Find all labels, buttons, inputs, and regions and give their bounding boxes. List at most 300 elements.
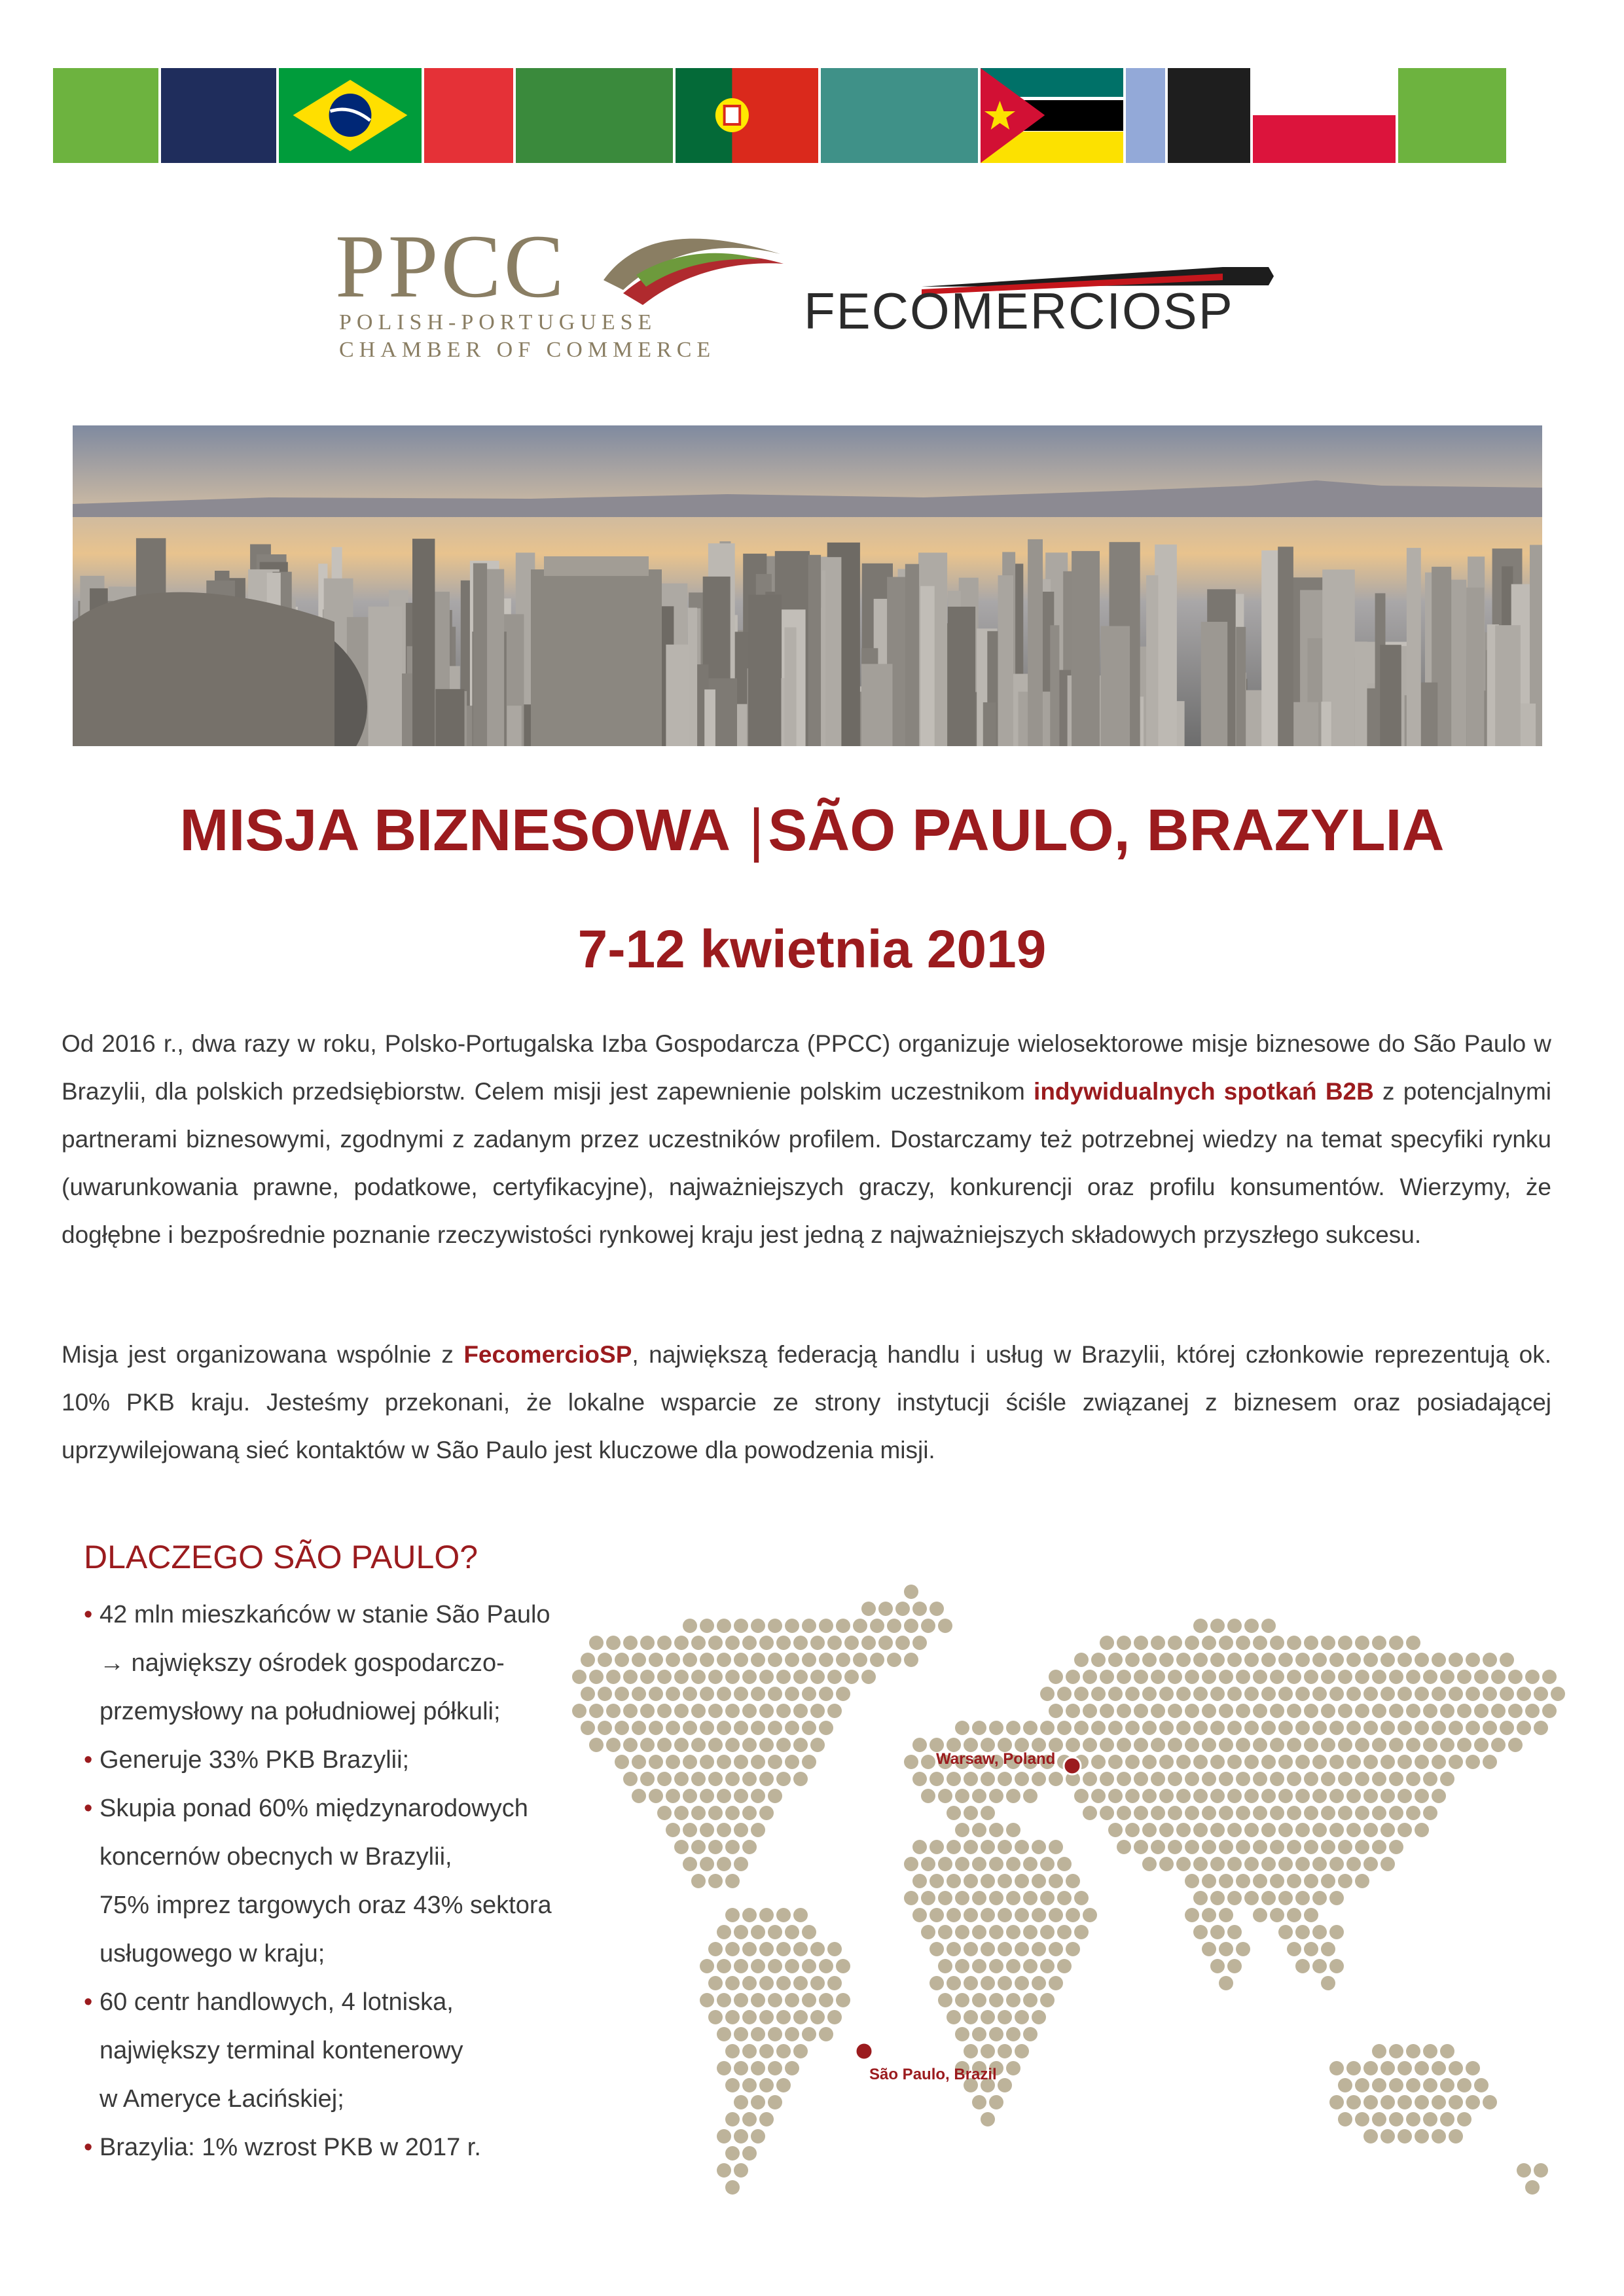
map-dot (1287, 1704, 1301, 1718)
map-dot (1049, 1772, 1063, 1786)
world-dot-map (530, 1584, 1591, 2291)
map-dot (1449, 1721, 1463, 1735)
map-dot (632, 1721, 646, 1735)
map-dot (1466, 2061, 1480, 2075)
map-dot (921, 1619, 935, 1633)
map-dot (1049, 1908, 1063, 1922)
map-dot (1236, 1874, 1250, 1888)
map-dot (657, 1772, 672, 1786)
map-dot (1380, 1755, 1395, 1769)
map-dot (1193, 1755, 1208, 1769)
map-dot (1210, 1653, 1225, 1667)
map-dot (1295, 1653, 1310, 1667)
map-dot (929, 1772, 944, 1786)
map-dot (725, 1704, 740, 1718)
map-dot (1440, 1772, 1454, 1786)
map-dot (776, 1636, 791, 1650)
map-dot (632, 1789, 646, 1803)
map-dot (1117, 1772, 1131, 1786)
map-dot (1483, 1653, 1497, 1667)
map-dot (683, 1755, 697, 1769)
map-dot (1406, 2044, 1420, 2058)
map-dot (947, 1874, 961, 1888)
map-dot (1193, 1789, 1208, 1803)
map-dot (1483, 1687, 1497, 1701)
ppcc-logo-letters: PPCC (335, 216, 567, 316)
map-dot (598, 1653, 612, 1667)
map-dot (1253, 1670, 1267, 1684)
fecomercio-logo (804, 260, 1275, 346)
map-dot (1040, 1857, 1055, 1871)
map-dot (1066, 1942, 1080, 1956)
map-dot (947, 1942, 961, 1956)
map-dot (759, 1806, 774, 1820)
map-dot (1159, 1721, 1174, 1735)
map-dot (1117, 1636, 1131, 1650)
skyline-building (983, 702, 996, 746)
map-dot (998, 2010, 1012, 2024)
map-dot (955, 1823, 969, 1837)
map-dot (768, 1925, 782, 1939)
map-dot (708, 1704, 723, 1718)
map-dot (1321, 1738, 1335, 1752)
map-dot (1032, 1976, 1046, 1990)
map-dot (1329, 1823, 1344, 1837)
map-dot (674, 1636, 689, 1650)
why-sao-paulo-heading: DLACZEGO SÃO PAULO? (84, 1539, 478, 1575)
map-dot (1278, 1925, 1293, 1939)
map-dot (1244, 1653, 1259, 1667)
map-dot (1338, 1670, 1352, 1684)
map-dot (649, 1789, 663, 1803)
map-dot (674, 1840, 689, 1854)
map-dot (955, 2027, 969, 2041)
map-dot (1380, 2095, 1395, 2109)
map-dot (1125, 1789, 1140, 1803)
map-dot (623, 1704, 638, 1718)
map-dot (989, 1789, 1003, 1803)
world-dot-map-graphic (530, 1584, 1591, 2291)
why-item-line: • Brazylia: 1% wzrost PKB w 2017 r. (99, 2134, 481, 2161)
map-dot (1074, 1721, 1089, 1735)
map-dot (1151, 1704, 1165, 1718)
map-dot (1202, 1874, 1216, 1888)
map-dot (598, 1687, 612, 1701)
ppcc-swoosh-icon (597, 228, 787, 306)
map-dot (1432, 1687, 1446, 1701)
map-dot (657, 1636, 672, 1650)
map-dot (870, 1619, 884, 1633)
map-dot (1398, 2061, 1412, 2075)
map-dot (700, 1619, 714, 1633)
map-dot (895, 1602, 910, 1616)
map-dot (674, 1772, 689, 1786)
map-dot (904, 1585, 918, 1599)
map-dot (1312, 1925, 1327, 1939)
map-dot (691, 1738, 706, 1752)
why-item-line: 75% imprez targowych oraz 43% sektora (99, 1892, 552, 1919)
flag-strip (53, 68, 1572, 163)
map-dot (751, 2061, 765, 2075)
map-dot (1176, 1755, 1191, 1769)
map-dot (742, 1636, 757, 1650)
skyline-building (1072, 551, 1100, 746)
map-dot (1261, 1687, 1276, 1701)
map-dot (793, 2044, 808, 2058)
map-dot (1023, 1857, 1038, 1871)
map-dot (1363, 1653, 1378, 1667)
map-dot (1287, 1670, 1301, 1684)
map-dot (1355, 1704, 1369, 1718)
map-dot (1227, 1891, 1242, 1905)
map-dot (785, 1993, 799, 2007)
map-dot (623, 1772, 638, 1786)
map-dot (964, 1840, 978, 1854)
map-dot (1066, 1704, 1080, 1718)
map-dot (929, 1840, 944, 1854)
map-dot (947, 1772, 961, 1786)
map-dot (1440, 2044, 1454, 2058)
skyline-building (1278, 547, 1293, 746)
map-dot (1380, 1857, 1395, 1871)
map-dot (819, 1619, 833, 1633)
map-dot (964, 1772, 978, 1786)
map-dot (1474, 2078, 1489, 2092)
map-dot (751, 2095, 765, 2109)
map-dot (1295, 1721, 1310, 1735)
map-dot (819, 2027, 833, 2041)
why-item-line: usługowego w kraju; (99, 1940, 325, 1967)
map-dot (981, 1908, 995, 1922)
map-dot (776, 1704, 791, 1718)
map-dot (640, 1772, 655, 1786)
map-dot (1049, 1874, 1063, 1888)
map-dot (674, 1738, 689, 1752)
map-dot (1015, 1772, 1029, 1786)
map-dot (1389, 1772, 1403, 1786)
map-dot (947, 1908, 961, 1922)
map-dot (981, 2010, 995, 2024)
map-dot (1321, 1806, 1335, 1820)
map-dot (1142, 1823, 1157, 1837)
map-dot (674, 1704, 689, 1718)
map-dot (1423, 2112, 1437, 2126)
map-dot (1168, 1670, 1182, 1684)
map-dot (1329, 2095, 1344, 2109)
map-dot (1329, 1857, 1344, 1871)
map-dot (1108, 1721, 1123, 1735)
map-dot (1329, 1687, 1344, 1701)
map-dot (929, 1874, 944, 1888)
map-dot (606, 1636, 621, 1650)
green-tile-end (1398, 68, 1506, 163)
map-dot (606, 1704, 621, 1718)
map-dot (1321, 1636, 1335, 1650)
map-dot (1406, 1670, 1420, 1684)
map-dot (717, 2027, 731, 2041)
map-dot (623, 1670, 638, 1684)
map-dot (759, 1772, 774, 1786)
map-dot (1134, 1738, 1148, 1752)
map-dot (1040, 1891, 1055, 1905)
map-dot (972, 1925, 986, 1939)
map-dot (1185, 1670, 1199, 1684)
skyline-building (1322, 702, 1331, 746)
map-dot (1278, 1687, 1293, 1701)
skyline-building (1050, 625, 1059, 746)
map-dot (802, 1755, 816, 1769)
map-dot (606, 1738, 621, 1752)
map-dot (1125, 1721, 1140, 1735)
map-dot (1210, 1959, 1225, 1973)
map-dot (759, 2112, 774, 2126)
map-dot (1270, 1636, 1284, 1650)
map-dot (1210, 1925, 1225, 1939)
why-item-line: największy terminal kontenerowy (99, 2037, 463, 2064)
map-dot (1423, 1772, 1437, 1786)
map-dot (1023, 2027, 1038, 2041)
map-dot (1534, 1721, 1548, 1735)
why-item-line: • 42 mln mieszkańców w stanie São Paulo (99, 1601, 550, 1628)
map-dot (1006, 2061, 1020, 2075)
map-dot (1380, 1653, 1395, 1667)
map-dot (1329, 1789, 1344, 1803)
map-dot (734, 1959, 748, 1973)
map-dot (827, 1636, 842, 1650)
map-dot (1423, 1670, 1437, 1684)
map-dot (827, 1704, 842, 1718)
map-dot (1355, 1670, 1369, 1684)
map-dot (1015, 1942, 1029, 1956)
map-dot (1134, 1806, 1148, 1820)
map-dot (759, 1976, 774, 1990)
map-dot (955, 1959, 969, 1973)
map-dot (1117, 1806, 1131, 1820)
map-dot (998, 1976, 1012, 1990)
map-dot (1406, 1806, 1420, 1820)
map-dot (1117, 1738, 1131, 1752)
map-dot (1134, 1670, 1148, 1684)
map-dot (1032, 1840, 1046, 1854)
skyline-building (1380, 645, 1401, 746)
map-dot (1202, 1772, 1216, 1786)
why-item-line: przemysłowy na południowej półkuli; (99, 1698, 501, 1725)
map-dot (1415, 2095, 1429, 2109)
map-dot (742, 1806, 757, 1820)
map-dot (785, 2027, 799, 2041)
map-dot (1227, 1959, 1242, 1973)
map-dot (1483, 1721, 1497, 1735)
map-dot (1049, 1670, 1063, 1684)
map-dot (1329, 1891, 1344, 1905)
skyline-building (435, 689, 464, 746)
map-dot (742, 2078, 757, 2092)
map-dot (734, 1653, 748, 1667)
map-dot (768, 2061, 782, 2075)
map-dot (1304, 1636, 1318, 1650)
map-dot (972, 1891, 986, 1905)
map-dot (734, 2095, 748, 2109)
map-dot (989, 1823, 1003, 1837)
map-dot (1270, 1772, 1284, 1786)
map-dot (1389, 1806, 1403, 1820)
map-dot (1236, 1942, 1250, 1956)
map-dot (1227, 1857, 1242, 1871)
map-dot (1032, 1772, 1046, 1786)
why-item-line: • 60 centr handlowych, 4 lotniska, (99, 1988, 454, 2016)
map-dot (708, 1874, 723, 1888)
map-dot (1372, 1636, 1386, 1650)
map-dot (1270, 1806, 1284, 1820)
map-dot (1295, 1857, 1310, 1871)
map-dot (810, 1976, 825, 1990)
map-dot (700, 1721, 714, 1735)
map-dot (1372, 1772, 1386, 1786)
map-dot (1278, 1891, 1293, 1905)
map-dot (1117, 1670, 1131, 1684)
map-dot (1525, 2180, 1540, 2195)
map-dot (1415, 1687, 1429, 1701)
map-dot (1253, 1636, 1267, 1650)
map-dot (1312, 1687, 1327, 1701)
map-dot (751, 1755, 765, 1769)
map-dot (1244, 1789, 1259, 1803)
map-dot (751, 2027, 765, 2041)
map-dot (1219, 1738, 1233, 1752)
map-dot (776, 1738, 791, 1752)
map-dot (776, 1942, 791, 1956)
map-dot (1466, 1653, 1480, 1667)
map-dot (1227, 1789, 1242, 1803)
map-dot (1363, 2129, 1378, 2144)
map-dot (1363, 2061, 1378, 2075)
ppcc-logo-line2: CHAMBER OF COMMERCE (339, 338, 716, 362)
map-dot (1193, 1653, 1208, 1667)
map-dot (1210, 1721, 1225, 1735)
map-dot (1219, 1636, 1233, 1650)
map-dot (1006, 1993, 1020, 2007)
map-dot (964, 1942, 978, 1956)
map-dot (1261, 1653, 1276, 1667)
map-dot (734, 1993, 748, 2007)
map-dot (1176, 1823, 1191, 1837)
map-dot (844, 1670, 859, 1684)
map-dot (955, 1789, 969, 1803)
map-dot (938, 1925, 952, 1939)
map-dot (1466, 2095, 1480, 2109)
map-dot (1100, 1670, 1114, 1684)
map-dot (1202, 1840, 1216, 1854)
map-dot (793, 1738, 808, 1752)
map-dot (751, 1823, 765, 1837)
map-dot (1355, 1806, 1369, 1820)
map-dot (1057, 1857, 1072, 1871)
map-dot (725, 2010, 740, 2024)
map-dot (1380, 1721, 1395, 1735)
map-dot (938, 1789, 952, 1803)
map-dot (759, 1704, 774, 1718)
map-dot (1202, 1806, 1216, 1820)
map-dot (1083, 1908, 1097, 1922)
why-item-line: → największy ośrodek gospodarczo- (99, 1649, 505, 1677)
map-dot (1270, 1670, 1284, 1684)
skyline-building (998, 575, 1014, 746)
skyline-building (808, 555, 821, 746)
map-dot (1253, 1806, 1267, 1820)
map-dot (912, 1738, 927, 1752)
map-dot (708, 1942, 723, 1956)
map-dot (1185, 1738, 1199, 1752)
map-dot (964, 2044, 978, 2058)
map-dot (819, 1993, 833, 2007)
map-dot (929, 1976, 944, 1990)
map-dot (785, 1687, 799, 1701)
map-dot (1040, 1993, 1055, 2007)
map-dot (1176, 1789, 1191, 1803)
map-dot (1398, 1755, 1412, 1769)
map-dot (683, 1687, 697, 1701)
sao-paulo-skyline-image (73, 425, 1542, 746)
map-dot (1389, 1670, 1403, 1684)
map-dot (981, 1942, 995, 1956)
map-dot (623, 1636, 638, 1650)
map-dot (708, 1772, 723, 1786)
map-dot (1015, 2044, 1029, 2058)
skyline-building (412, 539, 435, 746)
map-dot (776, 1908, 791, 1922)
map-dot (1244, 1857, 1259, 1871)
map-dot (589, 1704, 604, 1718)
map-dot (827, 1670, 842, 1684)
map-dot (1449, 1755, 1463, 1769)
map-dot (1415, 1721, 1429, 1735)
map-dot (1287, 1636, 1301, 1650)
map-dot (691, 1704, 706, 1718)
map-dot (1015, 2010, 1029, 2024)
map-dot (632, 1755, 646, 1769)
map-dot (1159, 1789, 1174, 1803)
green-tile (53, 68, 161, 163)
map-dot (1355, 1636, 1369, 1650)
sao-paulo-marker (856, 2043, 873, 2060)
map-dot (1193, 1619, 1208, 1633)
map-dot (1210, 1619, 1225, 1633)
map-dot (751, 1993, 765, 2007)
map-dot (1415, 2061, 1429, 2075)
map-dot (1372, 2078, 1386, 2092)
warsaw-label: Warsaw, Poland (936, 1750, 1056, 1768)
map-dot (1346, 1721, 1361, 1735)
map-dot (1312, 1891, 1327, 1905)
map-dot (776, 1670, 791, 1684)
map-dot (1032, 1908, 1046, 1922)
title-left: MISJA BIZNESOWA (179, 798, 729, 863)
map-dot (1372, 2112, 1386, 2126)
map-dot (802, 1993, 816, 2007)
map-dot (1449, 2061, 1463, 2075)
skyline-building (1293, 702, 1318, 746)
map-dot (912, 1772, 927, 1786)
map-dot (768, 1721, 782, 1735)
map-dot (717, 1993, 731, 2007)
map-dot (1432, 1789, 1446, 1803)
map-dot (1312, 1959, 1327, 1973)
map-dot (1261, 1891, 1276, 1905)
map-dot (683, 1823, 697, 1837)
map-dot (1542, 1670, 1557, 1684)
map-dot (1338, 1738, 1352, 1752)
map-dot (819, 1959, 833, 1973)
